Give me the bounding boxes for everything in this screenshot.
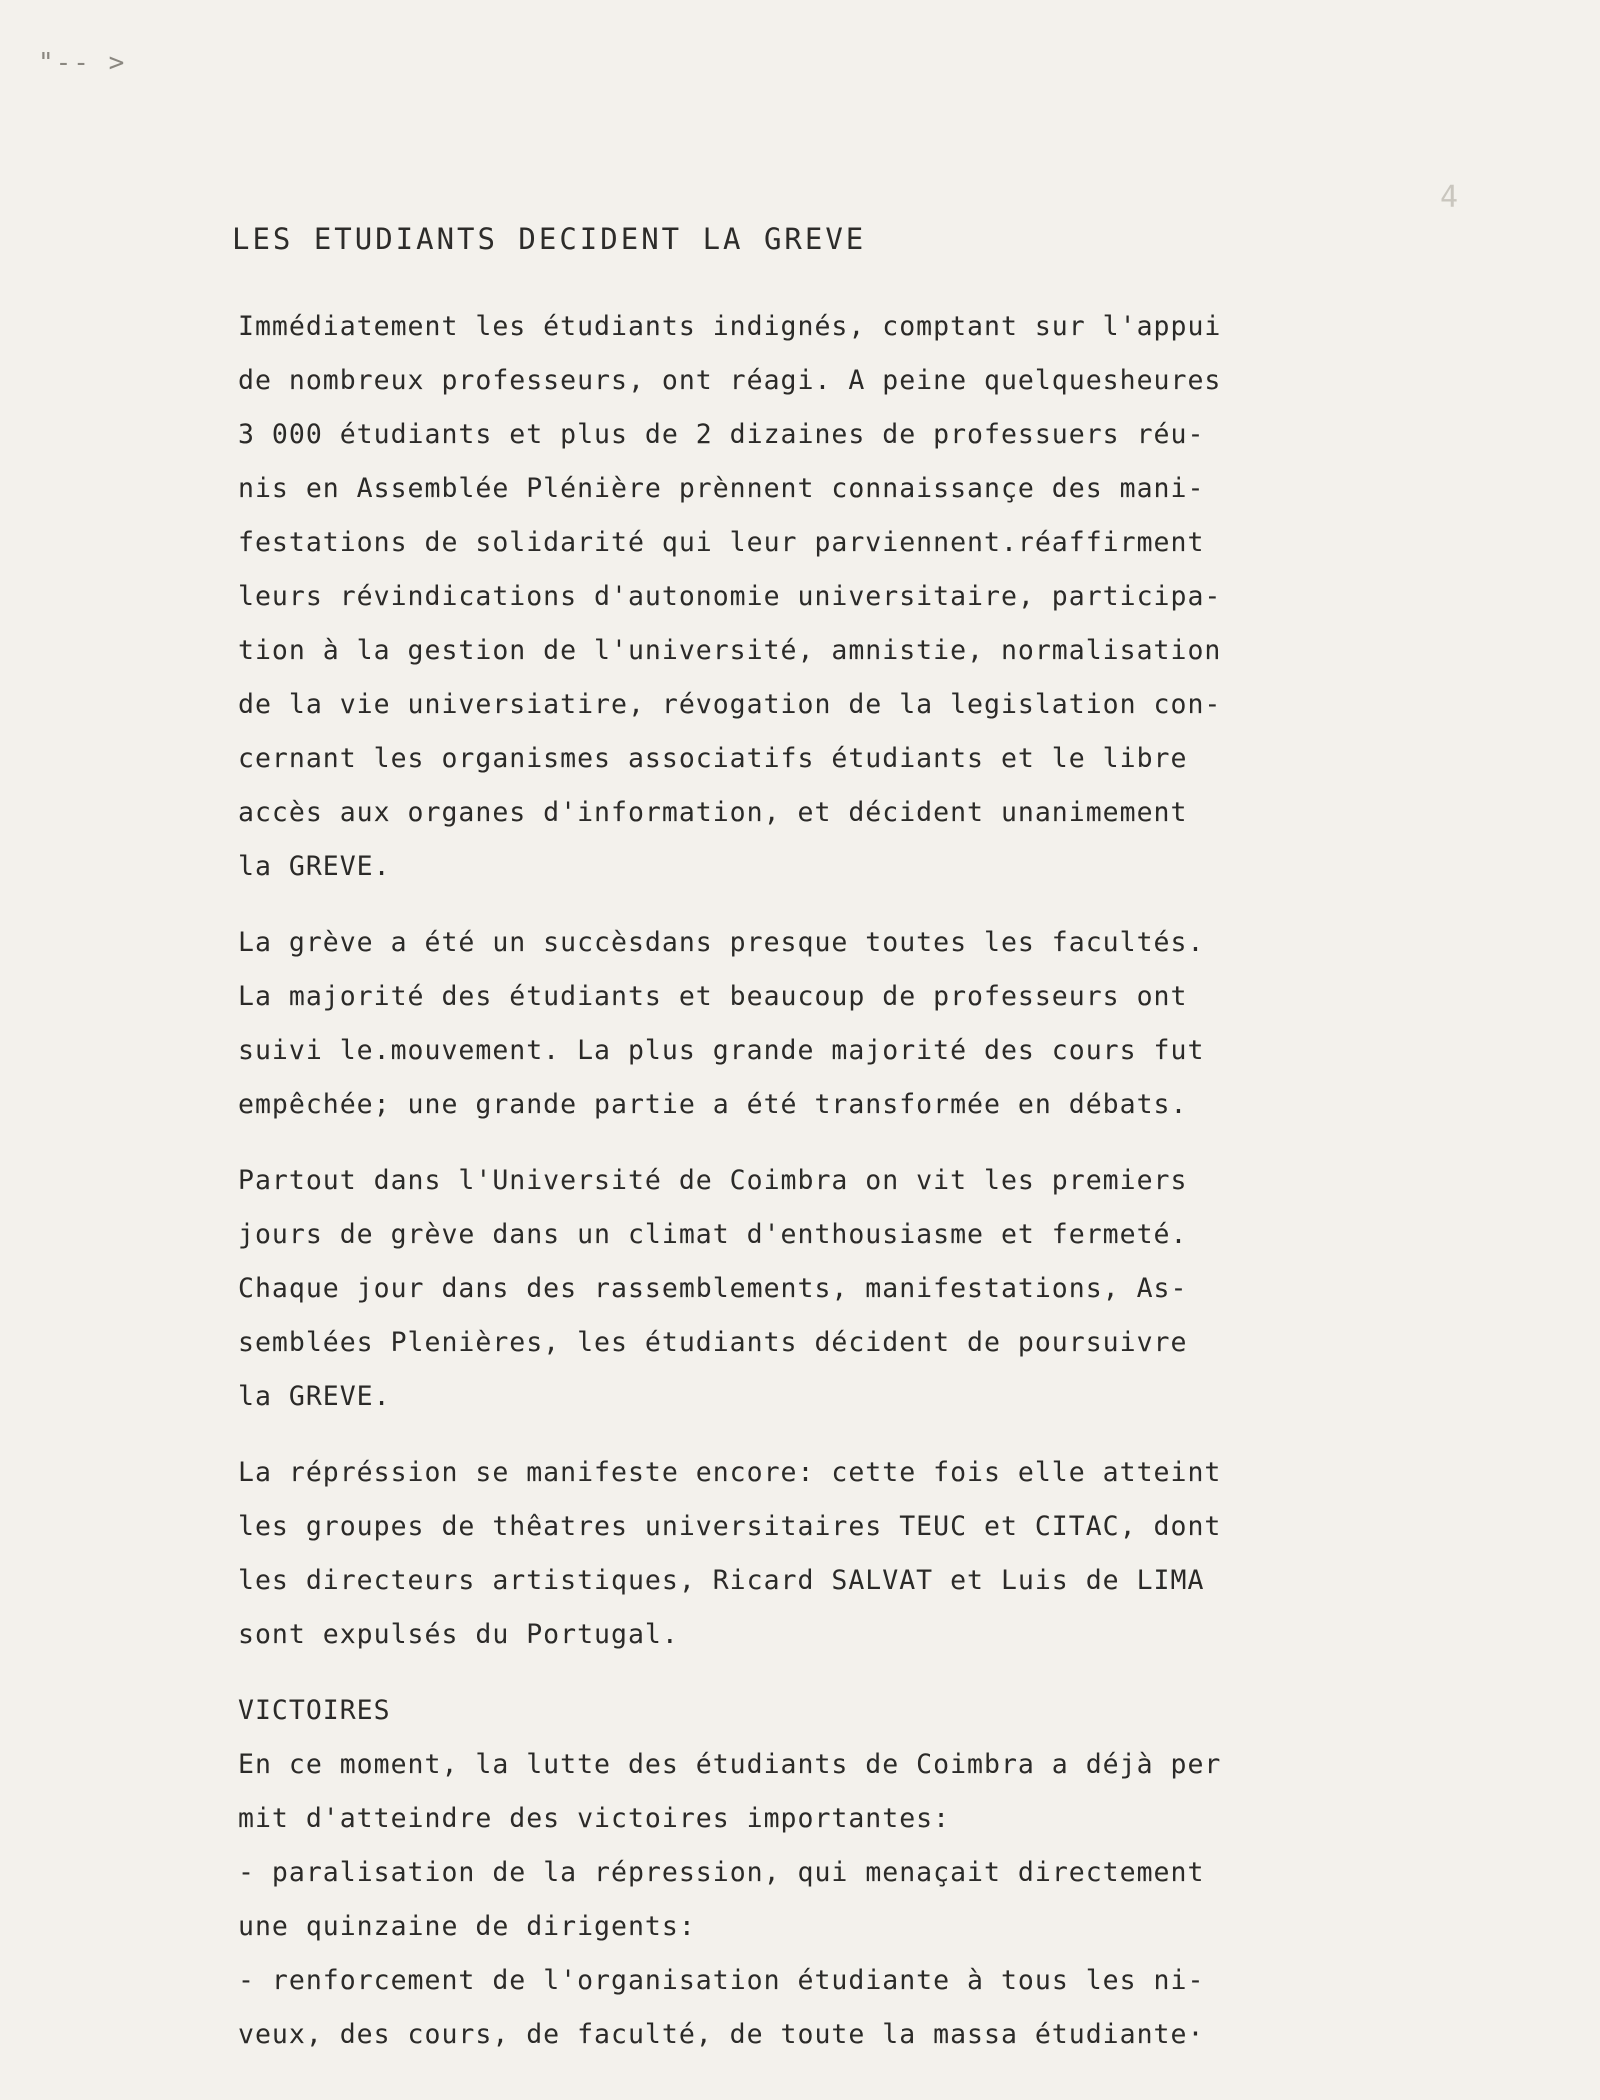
paragraph-assembly: Immédiatement les étudiants indignés, comptant sur l'appui de nombreux professeurs, ont réagi. A peine quelquesheures 3 000 étudiants et plus de 2 dizaines de professuers réu- nis en Assemblée Plénière prènnent connaissançe des mani- festations de solidarité qui leur parviennent.réaffirment leurs révindications d'autonomie universitaire, participa- tion à la gestion de l'université, amnistie, normalisation de la vie universiatire, révogation de la legislation con- cernant les organismes associatifs étudiants et le libre accès aux organes d'information, et décident unanimement la GREVE.	[238, 311, 1222, 882]
section-heading-victoires: VICTOIRES	[238, 1695, 391, 1726]
paragraph-strike-success: La grève a été un succèsdans presque toutes les facultés. La majorité des étudiants et beaucoup de professeurs ont suivi le.mouvement. La plus grande majorité des cours fut empêchée; une grande partie a été transformée en débats.	[238, 927, 1205, 1120]
list-item: - paralisation de la répression, qui menaçait directement une quinzaine de dirigents:	[238, 1846, 1448, 1954]
victoires-intro: En ce moment, la lutte des étudiants de Coimbra a déjà per mit d'atteindre des victoires importantes:	[238, 1749, 1222, 1834]
margin-mark-top-left: "-- >	[38, 48, 127, 78]
paragraph-repression: La répréssion se manifeste encore: cette fois elle atteint les groupes de thêatres universitaires TEUC et CITAC, dont les directeurs artistiques, Ricard SALVAT et Luis de LIMA sont expulsés du Portugal.	[238, 1457, 1222, 1650]
page-title: LES ETUDIANTS DECIDENT LA GREVE	[232, 222, 867, 256]
victoires-list	[238, 1846, 1448, 2062]
paragraph-coimbra: Partout dans l'Université de Coimbra on vit les premiers jours de grève dans un climat d'enthousiasme et fermeté. Chaque jour dans des rassemblements, manifestations, As- semblées Plenières, les étudiants décident de poursuivre la GREVE.	[238, 1165, 1188, 1412]
document-body	[238, 300, 1448, 2062]
page-number-mark: 4	[1440, 180, 1459, 215]
list-item: - renforcement de l'organisation étudiante à tous les ni- veux, des cours, de faculté, de toute la massa étudiante·	[238, 1954, 1448, 2062]
